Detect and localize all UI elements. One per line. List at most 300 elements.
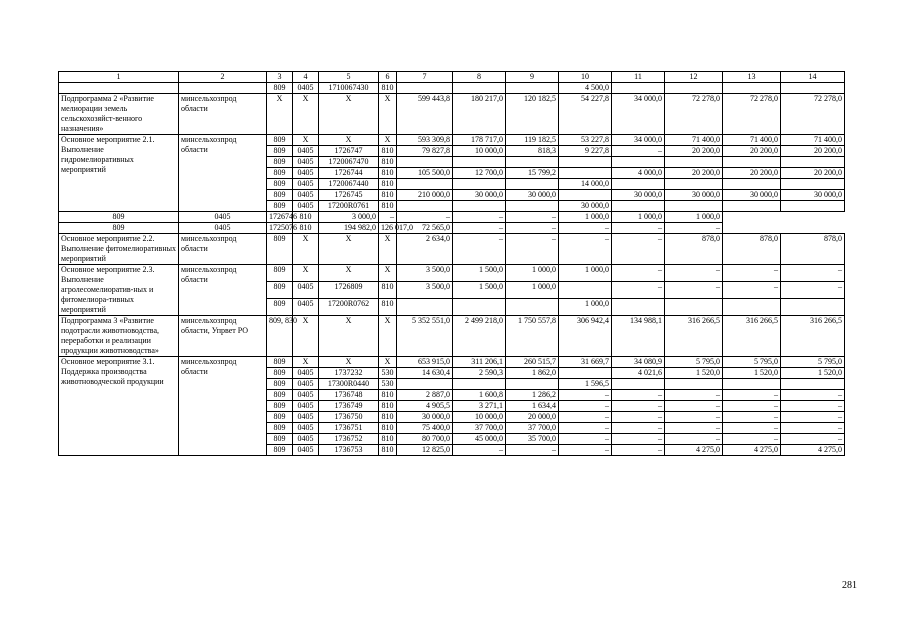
amount-cell: 30 000,0 [781,190,845,201]
amount-cell: 3 500,0 [397,265,453,282]
amount-cell: 878,0 [723,234,781,265]
table-row [59,234,845,265]
target-article-cell: 1737232 [319,368,379,379]
table-row [59,265,845,282]
amount-cell: 20 200,0 [723,168,781,179]
grbs-cell: 809 [267,445,293,456]
amount-cell: 1 000,0 [506,282,559,299]
amount-cell: 194 982,0 [319,223,379,234]
executor-cell: минсельхозпрод области [179,135,267,212]
amount-cell: 9 227,8 [559,146,612,157]
amount-cell [559,157,612,168]
grbs-cell: 809 [267,357,293,368]
amount-cell: 210 000,0 [397,190,453,201]
grbs-cell: 809 [267,157,293,168]
table-row [59,223,845,234]
section-cell: X [293,357,319,368]
amount-cell: 878,0 [665,234,723,265]
expense-type-cell: 810 [379,445,397,456]
target-article-cell: 1726746 [267,212,293,223]
expense-type-cell: 810 [379,157,397,168]
amount-cell [612,201,665,212]
section-cell: 0405 [293,179,319,190]
amount-cell: 1 000,0 [665,212,723,223]
target-article-cell: 17200R0762 [319,299,379,316]
section-cell: X [293,234,319,265]
column-number: 7 [397,72,453,83]
amount-cell [665,379,723,390]
amount-cell [723,379,781,390]
amount-cell: 1 500,0 [453,282,506,299]
amount-cell: 1 520,0 [781,368,845,379]
amount-cell [665,157,723,168]
section-cell: 0405 [293,190,319,201]
amount-cell: – [453,212,506,223]
amount-cell: 30 000,0 [723,190,781,201]
grbs-cell: X [267,94,293,135]
measure-name-cell: Подпрограмма 3 «Развитие подотрасли животноводства, переработки и реализации продукции животноводства» [59,316,179,357]
amount-cell [559,282,612,299]
amount-cell: 878,0 [781,234,845,265]
amount-cell: 10 000,0 [453,146,506,157]
amount-cell [781,201,845,212]
amount-cell: – [612,146,665,157]
amount-cell: – [612,412,665,423]
table-row [59,83,845,94]
amount-cell: – [559,401,612,412]
measure-name-cell: Основное мероприятие 2.2. Выполнение фитомелиоративных мероприятий [59,234,179,265]
target-article-cell: 1720067440 [319,179,379,190]
target-article-cell: 1736749 [319,401,379,412]
amount-cell: 37 700,0 [453,423,506,434]
amount-cell: 4 500,0 [559,83,612,94]
amount-cell [665,179,723,190]
section-cell: 0405 [293,168,319,179]
amount-cell: 34 000,0 [612,135,665,146]
grbs-cell: 809 [267,234,293,265]
amount-cell: – [453,234,506,265]
amount-cell: 35 700,0 [506,434,559,445]
target-article-cell: 1725076 [267,223,293,234]
grbs-cell: 809 [267,265,293,282]
column-number: 10 [559,72,612,83]
expense-type-cell: 810 [379,412,397,423]
amount-cell: 72 565,0 [397,223,453,234]
amount-cell: – [723,412,781,423]
amount-cell [559,168,612,179]
amount-cell: – [612,390,665,401]
amount-cell [665,83,723,94]
amount-cell [397,83,453,94]
amount-cell: – [665,401,723,412]
amount-cell: 1 000,0 [559,265,612,282]
amount-cell [723,299,781,316]
grbs-cell: 809 [267,368,293,379]
amount-cell: 1 500,0 [453,265,506,282]
amount-cell: – [559,434,612,445]
grbs-cell: 809 [267,423,293,434]
section-cell: X [293,316,319,357]
measure-name-cell: Основное мероприятие 3.1. Поддержка производства животноводческой продукции [59,357,179,456]
amount-cell: 54 227,8 [559,94,612,135]
grbs-cell: 809 [59,223,179,234]
target-article-cell: 1736751 [319,423,379,434]
header-row [59,72,845,83]
amount-cell: 5 352 551,0 [397,316,453,357]
amount-cell [665,299,723,316]
measure-name-cell: Основное мероприятие 2.3. Выполнение агролесомелиоратив-ных и фитомелиора-тивных мероприятий [59,265,179,316]
executor-cell: минсельхозпрод области [179,94,267,135]
grbs-cell: 809 [267,168,293,179]
amount-cell: 2 499 218,0 [453,316,506,357]
amount-cell: 1 520,0 [723,368,781,379]
amount-cell: 1 600,8 [453,390,506,401]
amount-cell: 120 182,5 [506,94,559,135]
amount-cell: – [781,265,845,282]
amount-cell: – [723,401,781,412]
grbs-cell: 809 [267,401,293,412]
section-cell: 0405 [179,212,267,223]
grbs-cell: 809 [267,179,293,190]
target-article-cell: 1710067430 [319,83,379,94]
amount-cell [723,157,781,168]
amount-cell: 30 000,0 [453,190,506,201]
amount-cell: 71 400,0 [665,135,723,146]
expense-type-cell: X [379,234,397,265]
column-number: 1 [59,72,179,83]
amount-cell [781,157,845,168]
column-number: 5 [319,72,379,83]
amount-cell: 3 500,0 [397,282,453,299]
expense-type-cell: 810 [293,223,319,234]
expense-type-cell: 810 [379,401,397,412]
amount-cell [453,179,506,190]
grbs-cell: 809 [267,379,293,390]
section-cell: 0405 [293,157,319,168]
amount-cell: – [453,445,506,456]
amount-cell: 5 795,0 [665,357,723,368]
measure-name-cell: Основное мероприятие 2.1. Выполнение гидромелиоративных мероприятий [59,135,179,212]
amount-cell [612,157,665,168]
section-cell: 0405 [293,412,319,423]
section-cell: 0405 [293,379,319,390]
amount-cell: 80 700,0 [397,434,453,445]
expense-type-cell: X [379,135,397,146]
amount-cell: 4 275,0 [665,445,723,456]
amount-cell: 3 271,1 [453,401,506,412]
column-number: 6 [379,72,397,83]
expense-type-cell: 810 [379,201,397,212]
amount-cell [723,83,781,94]
target-article-cell: 17300R0440 [319,379,379,390]
amount-cell: 1 286,2 [506,390,559,401]
grbs-cell: 809 [267,412,293,423]
target-article-cell: X [319,234,379,265]
executor-cell: минсельхозпрод области [179,234,267,265]
target-article-cell: 1736752 [319,434,379,445]
expense-type-cell: X [379,94,397,135]
amount-cell [506,157,559,168]
column-number: 14 [781,72,845,83]
amount-cell [781,179,845,190]
amount-cell: 4 275,0 [723,445,781,456]
amount-cell: 818,3 [506,146,559,157]
expense-type-cell: 530 [379,368,397,379]
section-cell: X [293,135,319,146]
executor-cell: минсельхозпрод области, Упрвет РО [179,316,267,357]
amount-cell: 72 278,0 [781,94,845,135]
expense-type-cell: 810 [379,282,397,299]
column-number: 4 [293,72,319,83]
amount-cell: 72 278,0 [665,94,723,135]
amount-cell [397,379,453,390]
amount-cell: 14 000,0 [559,179,612,190]
amount-cell: 178 717,0 [453,135,506,146]
amount-cell [781,299,845,316]
amount-cell: – [665,265,723,282]
amount-cell: 4 021,6 [612,368,665,379]
expense-type-cell: 810 [293,212,319,223]
section-cell: 0405 [293,282,319,299]
amount-cell: – [559,234,612,265]
column-number: 3 [267,72,293,83]
amount-cell: 134 988,1 [612,316,665,357]
expense-type-cell: 810 [379,179,397,190]
section-cell: X [293,94,319,135]
amount-cell: 316 266,5 [781,316,845,357]
amount-cell: – [723,390,781,401]
amount-cell: – [506,223,559,234]
amount-cell: 593 309,8 [397,135,453,146]
amount-cell: – [397,212,453,223]
amount-cell: – [665,423,723,434]
grbs-cell: 809 [267,201,293,212]
amount-cell: – [506,212,559,223]
amount-cell: – [723,423,781,434]
table-row [59,316,845,357]
amount-cell [665,201,723,212]
amount-cell: 306 942,4 [559,316,612,357]
target-article-cell: 1720067470 [319,157,379,168]
budget-table [58,71,845,456]
amount-cell [723,179,781,190]
amount-cell: 1 000,0 [559,212,612,223]
target-article-cell: 17200R0761 [319,201,379,212]
amount-cell: – [723,265,781,282]
amount-cell: – [612,401,665,412]
target-article-cell: 1726809 [319,282,379,299]
target-article-cell: X [319,316,379,357]
expense-type-cell: 810 [379,83,397,94]
amount-cell: 53 227,8 [559,135,612,146]
amount-cell: 72 278,0 [723,94,781,135]
expense-type-cell: 810 [379,299,397,316]
expense-type-cell: 810 [379,190,397,201]
target-article-cell: X [319,94,379,135]
grbs-cell: 809 [267,299,293,316]
amount-cell: 1 634,4 [506,401,559,412]
expense-type-cell: X [379,357,397,368]
executor-cell: минсельхозпрод области [179,357,267,456]
amount-cell: 1 750 557,8 [506,316,559,357]
section-cell: 0405 [293,146,319,157]
amount-cell [506,379,559,390]
amount-cell [397,179,453,190]
amount-cell: 5 795,0 [723,357,781,368]
amount-cell: 4 275,0 [781,445,845,456]
amount-cell: 119 182,5 [506,135,559,146]
amount-cell [453,201,506,212]
amount-cell: 34 080,9 [612,357,665,368]
amount-cell: 2 887,0 [397,390,453,401]
amount-cell [453,299,506,316]
amount-cell: 316 266,5 [723,316,781,357]
grbs-cell: 809 [267,390,293,401]
amount-cell: 30 000,0 [506,190,559,201]
grbs-cell: 809 [59,212,179,223]
expense-type-cell: X [379,265,397,282]
amount-cell: 1 596,5 [559,379,612,390]
amount-cell [506,299,559,316]
section-cell: 0405 [293,83,319,94]
amount-cell [612,379,665,390]
amount-cell: – [723,434,781,445]
amount-cell: 653 915,0 [397,357,453,368]
grbs-cell: 809 [267,434,293,445]
target-article-cell: 1726744 [319,168,379,179]
grbs-cell: 809 [267,190,293,201]
amount-cell: – [559,390,612,401]
amount-cell: 4 905,5 [397,401,453,412]
amount-cell: 126 017,0 [379,223,397,234]
target-article-cell: 1736748 [319,390,379,401]
column-number: 2 [179,72,267,83]
amount-cell: 79 827,8 [397,146,453,157]
amount-cell: 20 200,0 [665,168,723,179]
amount-cell: – [612,265,665,282]
measure-name-cell [59,83,179,94]
section-cell: 0405 [293,299,319,316]
section-cell: 0405 [293,390,319,401]
amount-cell: 316 266,5 [665,316,723,357]
amount-cell [559,368,612,379]
amount-cell: – [781,390,845,401]
amount-cell [506,201,559,212]
amount-cell: 2 590,3 [453,368,506,379]
amount-cell [397,299,453,316]
grbs-cell: 809 [267,282,293,299]
amount-cell: 34 000,0 [612,94,665,135]
amount-cell: – [612,445,665,456]
amount-cell: 1 520,0 [665,368,723,379]
amount-cell: 37 700,0 [506,423,559,434]
amount-cell: 1 000,0 [506,265,559,282]
target-article-cell: X [319,357,379,368]
amount-cell [723,201,781,212]
expense-type-cell: 810 [379,168,397,179]
target-article-cell: 1736750 [319,412,379,423]
column-number: 9 [506,72,559,83]
amount-cell: 4 000,0 [612,168,665,179]
expense-type-cell: 530 [379,379,397,390]
amount-cell: – [723,282,781,299]
amount-cell [559,190,612,201]
amount-cell: 45 000,0 [453,434,506,445]
amount-cell: 20 200,0 [723,146,781,157]
amount-cell: 71 400,0 [723,135,781,146]
amount-cell [781,379,845,390]
amount-cell: – [665,390,723,401]
section-cell: 0405 [293,401,319,412]
grbs-cell: 809 [267,135,293,146]
column-number: 12 [665,72,723,83]
amount-cell: – [559,423,612,434]
amount-cell: 12 825,0 [397,445,453,456]
amount-cell: – [781,423,845,434]
expense-type-cell: 810 [379,390,397,401]
amount-cell: 71 400,0 [781,135,845,146]
table-row [59,357,845,368]
amount-cell: – [781,401,845,412]
executor-cell: минсельхозпрод области [179,265,267,316]
executor-cell [179,83,267,94]
grbs-cell: 809 [267,146,293,157]
section-cell: 0405 [293,423,319,434]
amount-cell [612,83,665,94]
amount-cell: – [559,223,612,234]
amount-cell: 10 000,0 [453,412,506,423]
amount-cell: – [781,434,845,445]
amount-cell: – [781,412,845,423]
amount-cell: 1 000,0 [612,212,665,223]
amount-cell: 599 443,8 [397,94,453,135]
amount-cell: – [612,434,665,445]
amount-cell: 30 000,0 [612,190,665,201]
amount-cell: 30 000,0 [559,201,612,212]
amount-cell [453,157,506,168]
amount-cell: – [665,282,723,299]
column-number: 8 [453,72,506,83]
amount-cell: 20 200,0 [781,146,845,157]
amount-cell: 20 200,0 [781,168,845,179]
amount-cell: 30 000,0 [397,412,453,423]
amount-cell [453,379,506,390]
amount-cell: – [665,412,723,423]
amount-cell [453,83,506,94]
amount-cell: 12 700,0 [453,168,506,179]
expense-type-cell: 810 [379,434,397,445]
amount-cell [781,83,845,94]
amount-cell: – [612,223,665,234]
expense-type-cell: 810 [379,146,397,157]
amount-cell: 31 669,7 [559,357,612,368]
page-number: 281 [842,580,857,591]
target-article-cell: 1736753 [319,445,379,456]
amount-cell: 3 000,0 [319,212,379,223]
section-cell: 0405 [179,223,267,234]
measure-name-cell: Подпрограмма 2 «Развитие мелиорации земель сельскохозяйст-венного назначения» [59,94,179,135]
target-article-cell: 1726747 [319,146,379,157]
target-article-cell: X [319,265,379,282]
amount-cell: 1 000,0 [559,299,612,316]
amount-cell: 180 217,0 [453,94,506,135]
amount-cell: – [612,282,665,299]
amount-cell: 15 799,2 [506,168,559,179]
amount-cell: – [506,445,559,456]
table-row [59,212,845,223]
amount-cell [612,299,665,316]
section-cell: 0405 [293,445,319,456]
